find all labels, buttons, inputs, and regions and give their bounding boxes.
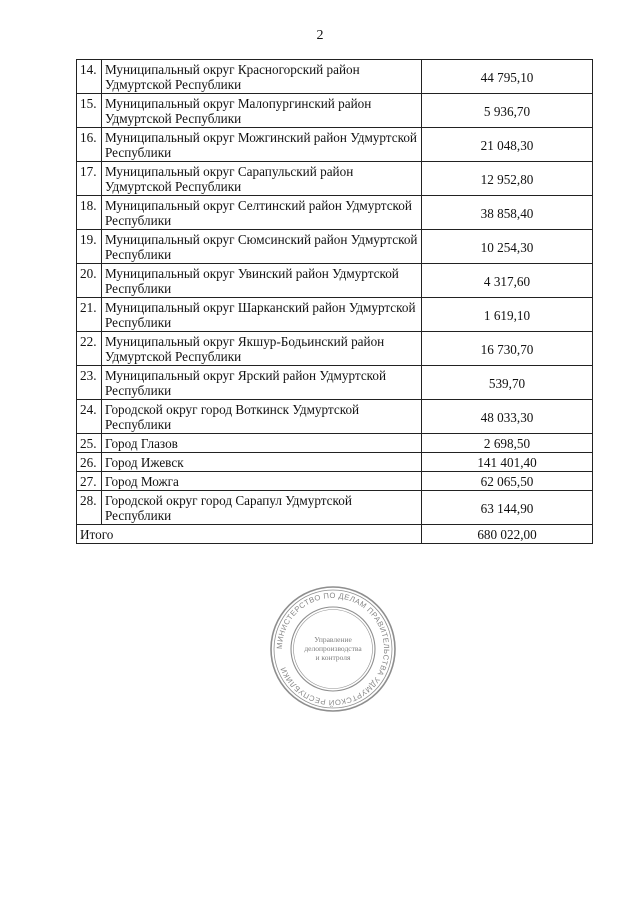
- row-number: 23.: [77, 366, 102, 400]
- row-number: 28.: [77, 491, 102, 525]
- table-row: [77, 94, 593, 128]
- row-name: Городской округ город Воткинск Удмуртской Республики: [102, 400, 422, 434]
- row-number: 26.: [77, 453, 102, 472]
- table-row: [77, 434, 593, 453]
- row-name: Муниципальный округ Селтинский район Удмуртской Республики: [102, 196, 422, 230]
- row-name: Муниципальный округ Увинский район Удмуртской Республики: [102, 264, 422, 298]
- row-name: Муниципальный округ Малопургинский район Удмуртской Республики: [102, 94, 422, 128]
- row-amount: 4 317,60: [422, 264, 593, 298]
- table-row: [77, 230, 593, 264]
- row-amount: 10 254,30: [422, 230, 593, 264]
- page-number: 2: [316, 28, 324, 43]
- stamp-center-line-3: и контроля: [315, 653, 351, 662]
- table-row: [77, 196, 593, 230]
- row-name: Муниципальный округ Шарканский район Удмуртской Республики: [102, 298, 422, 332]
- total-row: [77, 525, 593, 544]
- row-name: Муниципальный округ Можгинский район Удмуртской Республики: [102, 128, 422, 162]
- row-name: Город Можга: [102, 472, 422, 491]
- row-name: Муниципальный округ Красногорский район Удмуртской Республики: [102, 60, 422, 94]
- row-name: Муниципальный округ Сюмсинский район Удмуртской Республики: [102, 230, 422, 264]
- row-number: 25.: [77, 434, 102, 453]
- row-amount: 63 144,90: [422, 491, 593, 525]
- budget-table: [76, 59, 593, 544]
- row-amount: 12 952,80: [422, 162, 593, 196]
- official-stamp: [268, 584, 398, 714]
- row-number: 14.: [77, 60, 102, 94]
- row-amount: 44 795,10: [422, 60, 593, 94]
- row-amount: 16 730,70: [422, 332, 593, 366]
- row-number: 20.: [77, 264, 102, 298]
- row-amount: 38 858,40: [422, 196, 593, 230]
- total-amount: 680 022,00: [422, 525, 593, 544]
- row-amount: 141 401,40: [422, 453, 593, 472]
- row-amount: 5 936,70: [422, 94, 593, 128]
- stamp-center-line-1: Управление: [314, 635, 352, 644]
- row-name: Муниципальный округ Якшур-Бодьинский район Удмуртской Республики: [102, 332, 422, 366]
- stamp-ring-textpath: МИНИСТЕРСТВО ПО ДЕЛАМ ПРАВИТЕЛЬСТВА УДМУРТСКОЙ РЕСПУБЛИКИ: [274, 590, 392, 708]
- row-name: Муниципальный округ Ярский район Удмуртской Республики: [102, 366, 422, 400]
- row-amount: 62 065,50: [422, 472, 593, 491]
- stamp-center-line-2: делопроизводства: [304, 644, 362, 653]
- row-amount: 48 033,30: [422, 400, 593, 434]
- row-number: 16.: [77, 128, 102, 162]
- row-name: Город Глазов: [102, 434, 422, 453]
- row-number: 19.: [77, 230, 102, 264]
- row-number: 22.: [77, 332, 102, 366]
- row-number: 15.: [77, 94, 102, 128]
- row-number: 18.: [77, 196, 102, 230]
- row-amount: 2 698,50: [422, 434, 593, 453]
- row-number: 17.: [77, 162, 102, 196]
- row-number: 21.: [77, 298, 102, 332]
- row-name: Городской округ город Сарапул Удмуртской Республики: [102, 491, 422, 525]
- table-row: [77, 162, 593, 196]
- table-row: [77, 298, 593, 332]
- table-row: [77, 366, 593, 400]
- table-row: [77, 332, 593, 366]
- table-row: [77, 491, 593, 525]
- table-row: [77, 60, 593, 94]
- row-number: 24.: [77, 400, 102, 434]
- row-amount: 1 619,10: [422, 298, 593, 332]
- table-row: [77, 264, 593, 298]
- table-row: [77, 453, 593, 472]
- table-row: [77, 400, 593, 434]
- table-row: [77, 472, 593, 491]
- row-name: Город Ижевск: [102, 453, 422, 472]
- row-amount: 21 048,30: [422, 128, 593, 162]
- table-row: [77, 128, 593, 162]
- row-number: 27.: [77, 472, 102, 491]
- row-name: Муниципальный округ Сарапульский район Удмуртской Республики: [102, 162, 422, 196]
- total-label: Итого: [77, 525, 422, 544]
- row-amount: 539,70: [422, 366, 593, 400]
